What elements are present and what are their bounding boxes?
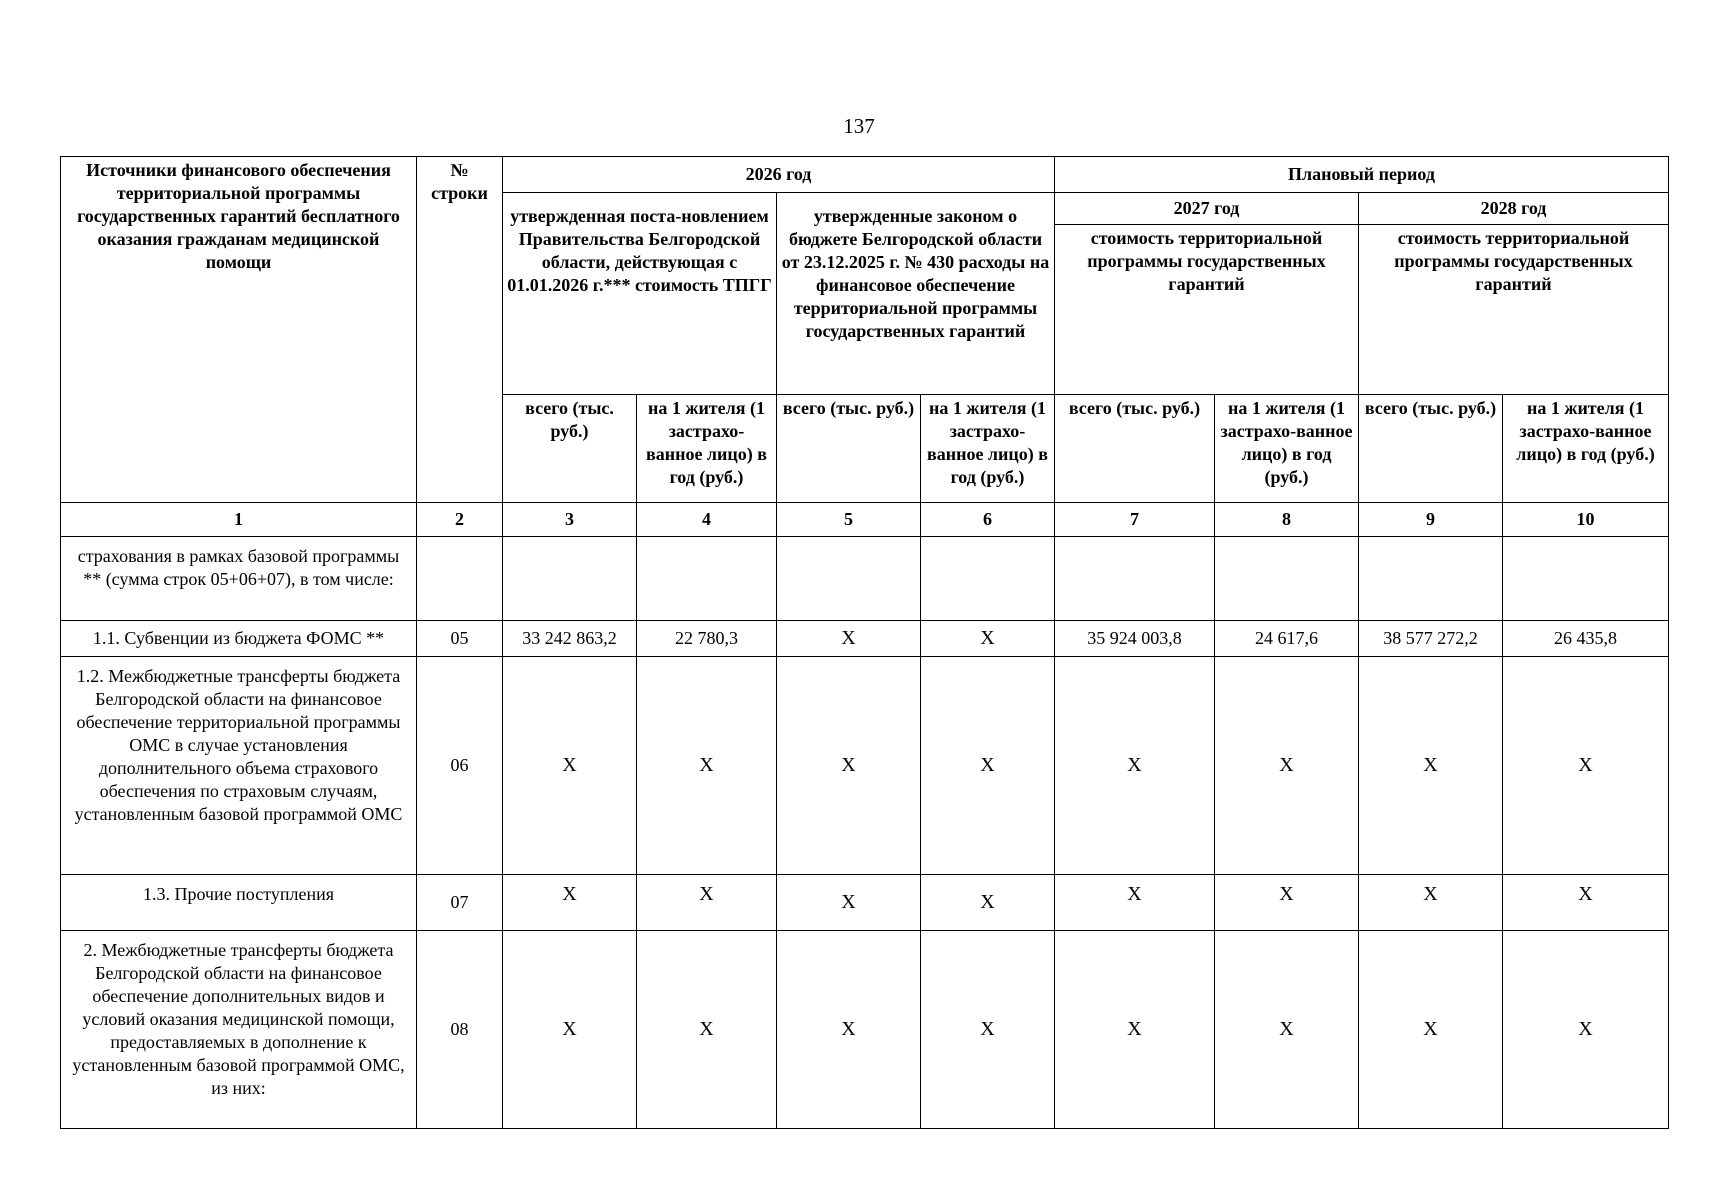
header-total-c9: всего (тыс. руб.) <box>1359 395 1503 503</box>
table-cell: 26 435,8 <box>1503 621 1669 657</box>
table-cell: 38 577 272,2 <box>1359 621 1503 657</box>
table-cell <box>1503 537 1669 621</box>
table-cell: 24 617,6 <box>1215 621 1359 657</box>
header-per-resident-c10: на 1 жителя (1 застрахо-ванное лицо) в год (руб.) <box>1503 395 1669 503</box>
row-name: 1.1. Субвенции из бюджета ФОМС ** <box>61 621 417 657</box>
page-number: 137 <box>843 114 875 138</box>
header-row-number: № строки <box>417 157 503 503</box>
column-number: 3 <box>503 503 637 537</box>
table-cell: X <box>503 931 637 1129</box>
table-cell: X <box>777 621 921 657</box>
table-cell: X <box>921 621 1055 657</box>
table-cell: X <box>1215 657 1359 875</box>
column-number: 10 <box>1503 503 1669 537</box>
header-total-c5: всего (тыс. руб.) <box>777 395 921 503</box>
table-cell: X <box>777 657 921 875</box>
table-cell <box>921 537 1055 621</box>
table-cell <box>1359 537 1503 621</box>
table-cell: X <box>1055 657 1215 875</box>
table-row <box>61 657 1669 875</box>
row-number: 07 <box>417 875 503 931</box>
row-number: 06 <box>417 657 503 875</box>
table-row <box>61 875 1669 931</box>
table-row <box>61 931 1669 1129</box>
table-cell <box>503 537 637 621</box>
row-name: страхования в рамках базовой программы ** (сумма строк 05+06+07), в том числе: <box>61 537 417 621</box>
table-cell: X <box>1359 657 1503 875</box>
header-per-resident-c6: на 1 жителя (1 застрахо-ванное лицо) в год (руб.) <box>921 395 1055 503</box>
column-number: 7 <box>1055 503 1215 537</box>
table-cell: X <box>1055 875 1215 931</box>
column-number: 1 <box>61 503 417 537</box>
table-cell: X <box>637 657 777 875</box>
row-number <box>417 537 503 621</box>
table-cell: X <box>921 931 1055 1129</box>
table-row <box>61 537 1669 621</box>
table-cell <box>1215 537 1359 621</box>
table-cell: X <box>1215 931 1359 1129</box>
header-year-2027: 2027 год <box>1055 193 1359 225</box>
table-cell: X <box>503 657 637 875</box>
header-per-resident-c8: на 1 жителя (1 застрахо-ванное лицо) в год (руб.) <box>1215 395 1359 503</box>
header-total-c3: всего (тыс. руб.) <box>503 395 637 503</box>
header-source: Источники финансового обеспечения территориальной программы государственных гарантий бесплатного оказания гражданам медицинской помощи <box>61 157 417 503</box>
row-name: 2. Межбюджетные трансферты бюджета Белгородской области на финансовое обеспечение дополнительных видов и условий оказания медицинской помощи, предоставляемых в дополнение к установленным базовой программой ОМС, из них: <box>61 931 417 1129</box>
column-number: 4 <box>637 503 777 537</box>
table-cell: X <box>921 657 1055 875</box>
header-total-c7: всего (тыс. руб.) <box>1055 395 1215 503</box>
table-cell: X <box>921 875 1055 931</box>
table-cell: X <box>1359 931 1503 1129</box>
table-cell: 33 242 863,2 <box>503 621 637 657</box>
header-cost-2027: стоимость территориальной программы государственных гарантий <box>1055 225 1359 395</box>
row-name: 1.3. Прочие поступления <box>61 875 417 931</box>
header-year-2028: 2028 год <box>1359 193 1669 225</box>
column-number: 5 <box>777 503 921 537</box>
column-number: 6 <box>921 503 1055 537</box>
table-cell: X <box>1503 875 1669 931</box>
column-number: 8 <box>1215 503 1359 537</box>
table-cell: X <box>1503 931 1669 1129</box>
header-approved-resolution: утвержденная поста-новлением Правительства Белгородской области, действующая с 01.01.2026 г.*** стоимость ТПГГ <box>503 193 777 395</box>
table-cell: X <box>1215 875 1359 931</box>
header-planned-period: Плановый период <box>1055 157 1669 193</box>
table-cell <box>637 537 777 621</box>
header-approved-law: утвержденные законом о бюджете Белгородской области от 23.12.2025 г. № 430 расходы на финансовое обеспечение территориальной программы государственных гарантий <box>777 193 1055 395</box>
table-cell: X <box>1359 875 1503 931</box>
column-number: 9 <box>1359 503 1503 537</box>
table-row <box>61 621 1669 657</box>
table-cell: X <box>1503 657 1669 875</box>
table-cell <box>777 537 921 621</box>
row-number: 08 <box>417 931 503 1129</box>
table-cell: X <box>777 931 921 1129</box>
header-cost-2028: стоимость территориальной программы государственных гарантий <box>1359 225 1669 395</box>
row-name: 1.2. Межбюджетные трансферты бюджета Белгородской области на финансовое обеспечение территориальной программы ОМС в случае установления дополнительного объема страхового обеспечения по страховым случаям, установленным базовой программой ОМС <box>61 657 417 875</box>
row-number: 05 <box>417 621 503 657</box>
financing-table <box>60 156 1669 1129</box>
table-cell: 22 780,3 <box>637 621 777 657</box>
table-cell: X <box>777 875 921 931</box>
table-cell: 35 924 003,8 <box>1055 621 1215 657</box>
column-number: 2 <box>417 503 503 537</box>
header-per-resident-c4: на 1 жителя (1 застрахо-ванное лицо) в год (руб.) <box>637 395 777 503</box>
table-cell: X <box>503 875 637 931</box>
header-year-2026: 2026 год <box>503 157 1055 193</box>
table-cell: X <box>637 875 777 931</box>
table-cell: X <box>637 931 777 1129</box>
table-cell: X <box>1055 931 1215 1129</box>
table-cell <box>1055 537 1215 621</box>
